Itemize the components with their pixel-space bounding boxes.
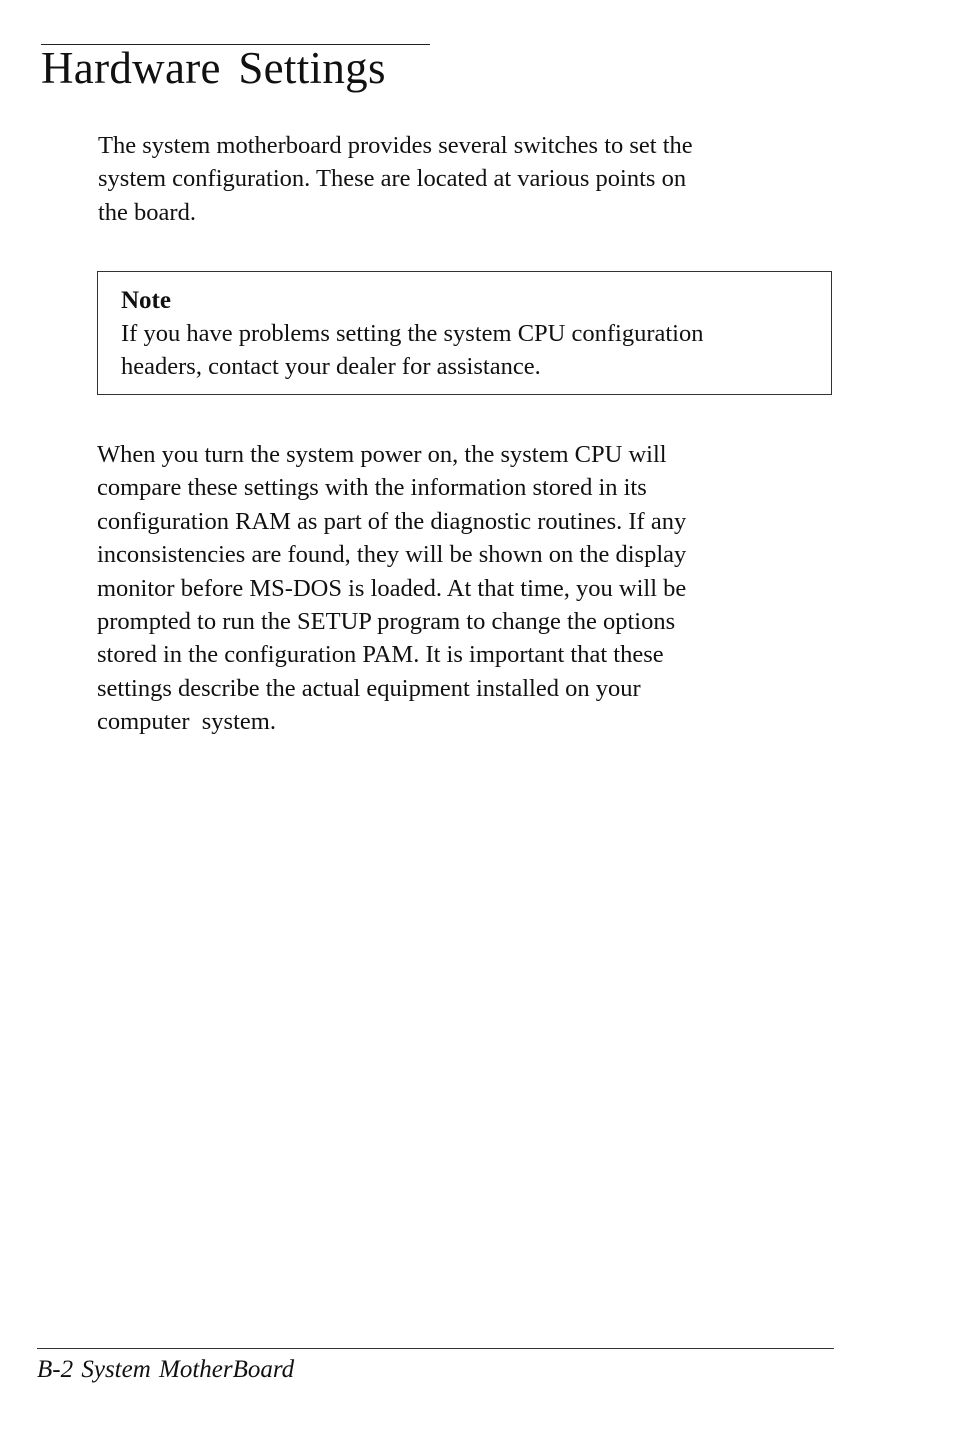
intro-paragraph (98, 129, 693, 229)
note-box (97, 271, 832, 395)
body-line: inconsistencies are found, they will be shown on the display (97, 541, 687, 569)
intro-line: The system motherboard provides several switches to set the (98, 132, 693, 159)
note-title: Note (121, 287, 171, 314)
body-line: computer system. (97, 708, 276, 736)
note-line: If you have problems setting the system CPU configuration (121, 320, 704, 347)
note-text (121, 317, 703, 384)
page-title: Hardware Settings (41, 43, 386, 93)
body-paragraph (97, 438, 686, 739)
body-line: When you turn the system power on, the system CPU will (97, 441, 667, 468)
body-line: prompted to run the SETUP program to change the options (97, 608, 676, 636)
intro-line: system configuration. These are located at various points on (98, 165, 687, 193)
footer-rule (37, 1348, 834, 1349)
note-line: headers, contact your dealer for assistance. (121, 353, 541, 381)
body-line: settings describe the actual equipment installed on your (97, 674, 641, 702)
footer-label: B-2 System MotherBoard (37, 1356, 295, 1383)
body-line: configuration RAM as part of the diagnostic routines. If any (97, 507, 687, 535)
body-line: stored in the configuration PAM. It is important that these (97, 641, 664, 669)
body-line: compare these settings with the information stored in its (97, 474, 647, 502)
intro-line: the board. (98, 198, 196, 226)
body-line: monitor before MS-DOS is loaded. At that time, you will be (97, 574, 687, 602)
